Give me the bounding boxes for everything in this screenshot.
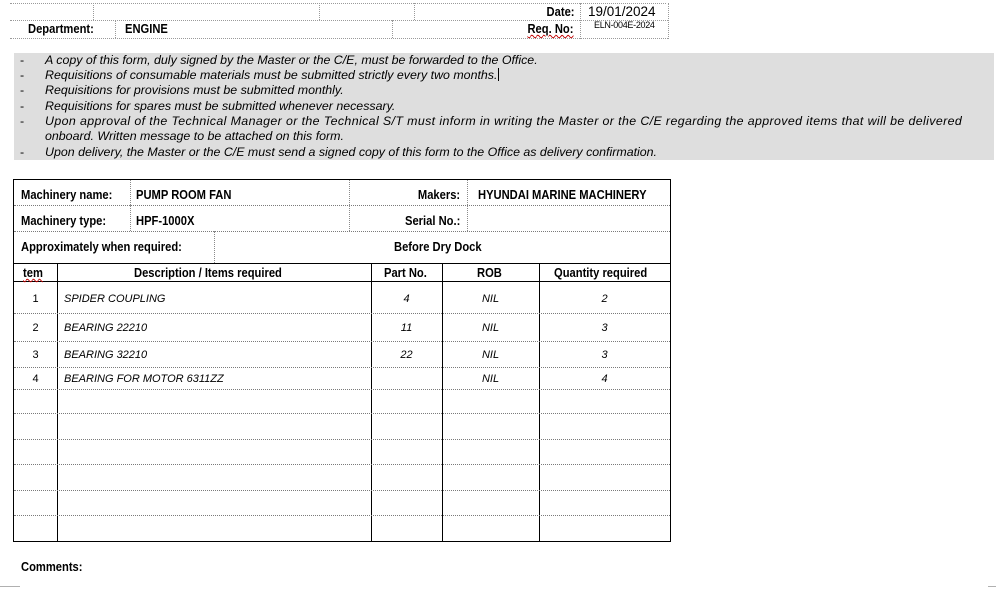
item-quantity[interactable]: 2 [601,293,608,305]
machinery-name-label: Machinery name: [21,187,113,202]
row-divider [14,205,670,206]
requisition-form [13,179,671,542]
comments-label: Comments: [21,559,83,574]
date-label: Date: [547,4,575,19]
makers-label: Makers: [417,187,460,202]
cell-divider [214,231,215,263]
item-number: 3 [32,349,39,361]
row-divider [14,313,670,314]
cell-divider [349,180,350,205]
row-divider [14,515,670,516]
cell-divider [467,180,468,231]
table-row[interactable] [14,349,670,365]
row-divider [14,439,670,440]
text-cursor [498,68,499,81]
instruction-line: - Upon approval of the Technical Manager or the Technical S/T must inform in writing the Master or the C/E regarding the approved items that will be delivered [20,114,963,128]
column-header-item: tem [23,265,43,280]
row-divider [14,464,670,465]
date-value[interactable]: 19/01/2024 [588,4,656,19]
makers-value[interactable]: HYUNDAI MARINE MACHINERY [478,187,647,202]
item-quantity[interactable]: 3 [601,322,608,334]
item-quantity[interactable]: 3 [601,349,608,361]
item-number: 1 [32,293,39,305]
cell-divider [130,180,131,205]
header-grid-divider [414,3,415,20]
row-divider [14,341,670,342]
cell-divider [130,205,131,231]
header-grid-divider [668,3,669,39]
item-rob[interactable]: NIL [481,293,500,305]
required-when-label: Approximately when required: [21,239,182,254]
item-part-no[interactable]: 11 [400,322,413,334]
required-when-value[interactable]: Before Dry Dock [394,239,482,254]
header-grid-divider [115,20,116,38]
table-row[interactable] [14,293,670,309]
page-margin-mark [988,586,996,587]
header-grid-divider [580,3,581,39]
column-header-part-no: Part No. [384,265,427,280]
column-header-quantity: Quantity required [554,265,648,280]
row-divider [14,413,670,414]
item-number: 2 [32,322,39,334]
header-grid-divider [392,20,393,38]
page-margin-mark [0,586,20,587]
item-description[interactable]: BEARING 32210 [64,349,148,361]
column-header-rob: ROB [477,265,502,280]
table-header-top-border [14,263,670,264]
header-grid-divider [93,3,94,20]
table-header-bottom-border [14,281,670,282]
instructions-panel: - A copy of this form, duly signed by the Master or the C/E, must be forwarded to the Office. - Requisitions of consumable materials must be submitted strictly every two months. - Requisitions for provisions must be submitted monthly. - Requisitions for spares must be submitted whenever necessary. - Upon approval of the Technical Manager or the Technical S/T must inform in writing the Master or the C/E regarding the approved items that will be delivered onboard. Written message to be attached on this form. - Upon delivery, the Master or the C/E must send a signed copy of this form to the Office as delivery confirmation. [14,53,994,160]
table-row[interactable] [14,322,670,338]
header-grid-divider [319,3,320,20]
item-part-no[interactable]: 4 [403,293,410,305]
row-divider [14,367,670,368]
machinery-type-label: Machinery type: [21,213,107,228]
item-rob[interactable]: NIL [481,322,500,334]
row-divider [14,389,670,390]
machinery-name-value[interactable]: PUMP ROOM FAN [136,187,232,202]
department-value[interactable]: ENGINE [125,21,168,36]
item-description[interactable]: BEARING 22210 [64,322,148,334]
item-part-no[interactable]: 22 [400,349,413,361]
item-description[interactable]: SPIDER COUPLING [64,293,166,305]
department-label: Department: [28,21,94,36]
column-header-description: Description / Items required [134,265,282,280]
item-quantity[interactable]: 4 [601,373,608,385]
req-no-label: Req. No: [527,21,573,36]
cell-divider [349,205,350,231]
item-number: 4 [32,373,39,385]
item-rob[interactable]: NIL [481,373,500,385]
item-description[interactable]: BEARING FOR MOTOR 6311ZZ [64,373,224,385]
row-divider [14,490,670,491]
req-no-value[interactable]: ELN-004E-2024 [594,20,655,30]
machinery-type-value[interactable]: HPF-1000X [136,213,195,228]
table-row[interactable] [14,373,670,389]
item-rob[interactable]: NIL [481,349,500,361]
row-divider [14,231,670,232]
header-grid-line [10,38,668,39]
serial-no-label: Serial No.: [404,213,460,228]
